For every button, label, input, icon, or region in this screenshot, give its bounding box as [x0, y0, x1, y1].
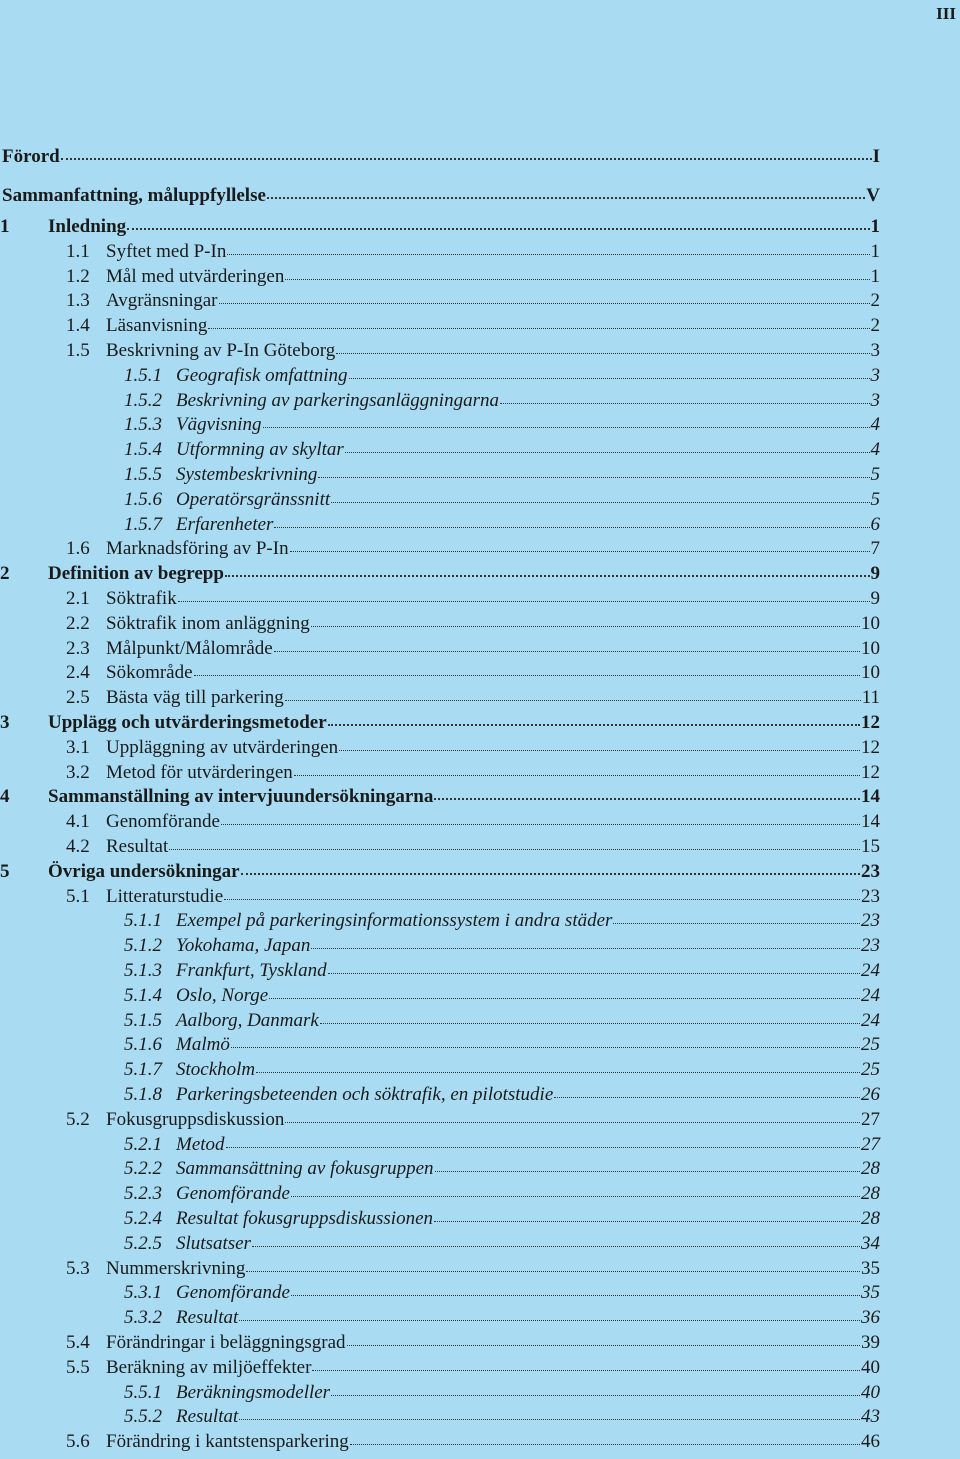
toc-entry-page: 4	[870, 414, 880, 436]
toc-entry-page: 23	[861, 910, 880, 932]
toc-entry-number: 5.1.7	[124, 1059, 162, 1081]
toc-entry[interactable]	[0, 216, 880, 240]
toc-entry[interactable]	[0, 1357, 880, 1381]
toc-entry-page: 1	[870, 240, 880, 262]
toc-entry[interactable]	[0, 836, 880, 860]
toc-dot-leader	[239, 1316, 860, 1321]
toc-entry-page: 1	[870, 216, 880, 237]
toc-entry-number: 5.2.1	[124, 1133, 162, 1155]
toc-entry-title: Operatörsgränssnitt	[176, 488, 331, 510]
toc-entry-number: 1.5.7	[124, 513, 162, 535]
toc-entry-title: Geografisk omfattning	[176, 364, 348, 386]
toc-entry-page: 9	[870, 563, 880, 585]
toc-entry-number: 2.2	[66, 612, 90, 634]
toc-entry-number: 2.3	[66, 637, 90, 659]
toc-entry-number: 5.1.8	[124, 1084, 162, 1105]
toc-dot-leader	[239, 1415, 860, 1420]
toc-entry[interactable]	[0, 1208, 880, 1232]
toc-entry[interactable]	[0, 786, 880, 810]
toc-entry[interactable]	[0, 1382, 880, 1406]
toc-entry[interactable]	[0, 1010, 880, 1034]
toc-dot-leader	[252, 1242, 860, 1247]
toc-entry-page: 23	[861, 860, 880, 882]
toc-entry-number: 5.5.2	[124, 1406, 162, 1428]
toc-entry-title: Parkeringsbeteenden och söktrafik, en pilotstudie	[176, 1084, 554, 1105]
toc-entry-title: Söktrafik inom anläggning	[106, 612, 310, 634]
toc-entry-number: 1.3	[66, 290, 90, 312]
toc-entry[interactable]	[0, 439, 880, 463]
toc-entry-number: 1.2	[66, 265, 90, 287]
toc-entry-title: Avgränsningar	[106, 290, 218, 312]
toc-entry-title: Resultat	[106, 836, 169, 857]
toc-entry-title: Förändring i kantstensparkering	[106, 1431, 349, 1453]
toc-entry[interactable]	[0, 241, 880, 265]
toc-entry-number: 5.2.5	[124, 1232, 162, 1254]
toc-entry-title: Metod för utvärderingen	[106, 761, 293, 783]
toc-entry-page: 6	[870, 513, 880, 535]
toc-entry-page: 23	[861, 885, 880, 907]
toc-entry-title: Inledning	[48, 216, 127, 237]
toc-entry[interactable]	[0, 538, 880, 562]
toc-dot-leader	[613, 919, 860, 924]
toc-dot-leader	[336, 349, 869, 354]
toc-entry-title: Sammansättning av fokusgruppen	[176, 1158, 434, 1180]
toc-entry[interactable]	[0, 613, 880, 637]
toc-entry-number: 5.4	[66, 1332, 90, 1353]
toc-dot-leader	[311, 944, 860, 949]
toc-dot-leader	[256, 1068, 860, 1073]
toc-entry-page: 35	[861, 1257, 880, 1279]
toc-entry[interactable]	[0, 811, 880, 835]
toc-entry[interactable]	[0, 489, 880, 513]
toc-entry[interactable]	[0, 1034, 880, 1058]
toc-entry-number: 5.1.1	[124, 910, 162, 932]
toc-dot-leader	[339, 746, 860, 751]
toc-dot-leader	[291, 1291, 860, 1296]
toc-entry-number: 5.3.1	[124, 1282, 162, 1304]
toc-entry-number: 5.2	[66, 1108, 90, 1130]
toc-dot-leader	[224, 895, 860, 900]
toc-entry[interactable]	[0, 886, 880, 910]
toc-dot-leader	[226, 1143, 860, 1148]
toc-entry[interactable]	[0, 1183, 880, 1207]
toc-dot-leader	[221, 820, 860, 825]
toc-dot-leader	[311, 622, 860, 627]
toc-entry-title: Beskrivning av parkeringsanläggningarna	[176, 389, 499, 411]
toc-entry[interactable]	[0, 1282, 880, 1306]
toc-entry-title: Syftet med P-In	[106, 240, 227, 262]
toc-entry-title: Söktrafik	[106, 588, 177, 609]
toc-entry-title: Sammanställning av intervjuundersökningarna	[48, 786, 434, 808]
toc-dot-leader	[285, 275, 869, 280]
toc-entry-title: Malmö	[176, 1034, 230, 1056]
toc-entry[interactable]	[0, 290, 880, 314]
toc-entry-page: 25	[861, 1059, 880, 1081]
toc-dot-leader	[435, 1167, 860, 1172]
toc-entry-page: 25	[861, 1034, 880, 1056]
toc-entry-page: 5	[870, 464, 880, 485]
toc-entry-number: 3	[0, 712, 10, 733]
toc-dot-leader	[194, 671, 860, 676]
toc-entry-page: 12	[861, 712, 880, 733]
toc-entry-number: 1.4	[66, 315, 90, 337]
toc-entry-page: 46	[861, 1431, 880, 1453]
toc-entry-page: 2	[870, 290, 880, 312]
toc-entry-page: 36	[861, 1307, 880, 1329]
toc-entry-page: 28	[861, 1208, 880, 1229]
toc-entry-title: Resultat fokusgruppsdiskussionen	[176, 1208, 434, 1229]
toc-entry[interactable]	[0, 687, 880, 711]
toc-entry[interactable]	[0, 390, 880, 414]
toc-entry-title: Beskrivning av P-In Göteborg	[106, 340, 336, 361]
toc-entry[interactable]	[0, 985, 880, 1009]
toc-entry[interactable]	[0, 1307, 880, 1331]
toc-entry-title: Resultat	[176, 1406, 239, 1428]
toc-entry[interactable]	[0, 365, 880, 389]
toc-entry-page: 10	[861, 662, 880, 684]
toc-dot-leader	[349, 374, 870, 379]
toc-entry-page: 5	[870, 488, 880, 510]
toc-entry-number: 5.3.2	[124, 1307, 162, 1329]
toc-entry[interactable]	[0, 315, 880, 339]
toc-entry-title: Slutsatser	[176, 1232, 251, 1254]
toc-entry-title: Uppläggning av utvärderingen	[106, 736, 339, 758]
toc-dot-leader	[331, 1391, 860, 1396]
toc-entry-title: Upplägg och utvärderingsmetoder	[48, 712, 327, 733]
toc-entry[interactable]	[0, 146, 880, 170]
toc-entry-page: 7	[870, 538, 880, 560]
toc-dot-leader	[178, 597, 870, 602]
toc-entry-page: 1	[870, 265, 880, 287]
toc-entry-page: 15	[861, 836, 880, 857]
toc-dot-leader	[267, 193, 865, 199]
toc-dot-leader	[318, 473, 869, 478]
toc-entry[interactable]	[0, 662, 880, 686]
toc-entry-page: 12	[861, 736, 880, 758]
toc-entry[interactable]	[0, 910, 880, 934]
toc-entry-title: Övriga undersökningar	[48, 860, 240, 882]
toc-entry-page: V	[866, 185, 880, 206]
toc-entry-number: 5.1	[66, 885, 90, 907]
toc-entry[interactable]	[0, 737, 880, 761]
toc-entry[interactable]	[0, 414, 880, 438]
toc-entry-page: 35	[861, 1282, 880, 1304]
toc-entry-title: Litteraturstudie	[106, 885, 224, 907]
toc-entry-page: 40	[861, 1381, 880, 1403]
toc-entry-title: Mål med utvärderingen	[106, 265, 285, 287]
toc-dot-leader	[225, 571, 870, 577]
toc-entry-title: Fokusgruppsdiskussion	[106, 1108, 285, 1130]
toc-entry[interactable]	[0, 266, 880, 290]
toc-entry-page: 10	[861, 612, 880, 634]
toc-entry-number: 1.5.5	[124, 464, 162, 485]
toc-entry-number: 5.1.5	[124, 1009, 162, 1031]
toc-dot-leader	[169, 845, 860, 850]
toc-entry-title: Beräkning av miljöeffekter	[106, 1356, 312, 1378]
toc-dot-leader	[263, 423, 870, 428]
toc-dot-leader	[285, 1118, 860, 1123]
toc-entry-number: 2.5	[66, 687, 90, 709]
toc-dot-leader	[285, 696, 861, 701]
toc-entry-page: 4	[870, 439, 880, 461]
toc-dot-leader	[274, 647, 860, 652]
toc-entry-title: Läsanvisning	[106, 315, 208, 337]
toc-entry-number: 5.1.6	[124, 1034, 162, 1056]
toc-entry-number: 5.2.2	[124, 1158, 162, 1180]
toc-entry-page: 11	[861, 687, 880, 709]
toc-entry[interactable]	[0, 1084, 880, 1108]
toc-entry-page: 3	[870, 364, 880, 386]
toc-entry[interactable]	[0, 1233, 880, 1257]
toc-dot-leader	[312, 1366, 860, 1371]
toc-dot-leader	[345, 448, 870, 453]
toc-dot-leader	[231, 1043, 860, 1048]
toc-entry-number: 4.2	[66, 836, 90, 857]
toc-entry[interactable]	[0, 1158, 880, 1182]
toc-dot-leader	[246, 1267, 860, 1272]
toc-entry-number: 3.2	[66, 761, 90, 783]
toc-entry-page: 34	[861, 1232, 880, 1254]
toc-entry[interactable]	[0, 861, 880, 885]
toc-entry-title: Stockholm	[176, 1059, 256, 1081]
toc-dot-leader	[241, 869, 860, 875]
toc-entry-title: Exempel på parkeringsinformationssystem i andra städer	[176, 910, 613, 932]
toc-entry-title: Bästa väg till parkering	[106, 687, 284, 709]
toc-dot-leader	[500, 399, 870, 404]
toc-entry-page: 39	[861, 1332, 880, 1353]
toc-entry[interactable]	[0, 1109, 880, 1133]
toc-entry-number: 5.2.3	[124, 1183, 162, 1205]
toc-dot-leader	[434, 1217, 860, 1222]
toc-dot-leader	[291, 1192, 860, 1197]
toc-entry-page: 28	[861, 1158, 880, 1180]
toc-entry-page: 28	[861, 1183, 880, 1205]
toc-entry-title: Förändringar i beläggningsgrad	[106, 1332, 346, 1353]
toc-dot-leader	[127, 224, 869, 230]
toc-entry-number: 1.5.6	[124, 488, 162, 510]
toc-entry-page: 24	[861, 984, 880, 1006]
toc-entry-title: Frankfurt, Tyskland	[176, 960, 327, 981]
toc-entry-page: 26	[861, 1084, 880, 1105]
toc-entry-title: Förord	[2, 146, 60, 167]
toc-entry-number: 5.1.4	[124, 984, 162, 1006]
toc-entry-number: 5.1.3	[124, 960, 162, 981]
toc-entry-page: 24	[861, 1009, 880, 1031]
toc-dot-leader	[208, 324, 869, 329]
toc-entry-number: 1.6	[66, 538, 90, 560]
toc-dot-leader	[61, 154, 872, 160]
toc-entry-title: Beräkningsmodeller	[176, 1381, 331, 1403]
toc-entry-title: Systembeskrivning	[176, 464, 318, 485]
toc-entry-title: Metod	[176, 1133, 225, 1155]
toc-dot-leader	[328, 969, 860, 974]
toc-entry-number: 1	[0, 216, 10, 237]
toc-entry-page: 27	[861, 1133, 880, 1155]
toc-dot-leader	[554, 1093, 860, 1098]
toc-dot-leader	[274, 523, 869, 528]
toc-dot-leader	[294, 771, 860, 776]
toc-entry-number: 2	[0, 563, 10, 585]
toc-entry-page: 10	[861, 637, 880, 659]
toc-entry-title: Definition av begrepp	[48, 563, 224, 585]
toc-entry-page: 14	[861, 786, 880, 808]
toc-entry-page: 27	[861, 1108, 880, 1130]
toc-dot-leader	[350, 1440, 860, 1445]
toc-entry-page: 12	[861, 761, 880, 783]
toc-entry-title: Sammanfattning, måluppfyllelse	[2, 185, 266, 206]
toc-entry-page: 14	[861, 811, 880, 833]
toc-entry[interactable]	[0, 1134, 880, 1158]
toc-entry-number: 1.1	[66, 240, 90, 262]
toc-entry[interactable]	[0, 712, 880, 736]
toc-entry-page: 23	[861, 935, 880, 957]
toc-entry-number: 1.5.4	[124, 439, 162, 461]
page-number: III	[936, 4, 956, 23]
toc-entry-number: 5.3	[66, 1257, 90, 1279]
toc-dot-leader	[290, 547, 870, 552]
toc-entry-title: Marknadsföring av P-In	[106, 538, 289, 560]
toc-entry-title: Nummerskrivning	[106, 1257, 246, 1279]
toc-entry-page: 2	[870, 315, 880, 337]
toc-entry[interactable]	[0, 1258, 880, 1282]
toc-entry-title: Yokohama, Japan	[176, 935, 311, 957]
toc-dot-leader	[320, 1019, 860, 1024]
toc-entry-number: 2.1	[66, 588, 90, 609]
toc-entry-page: 3	[870, 389, 880, 411]
toc-entry-number: 5.1.2	[124, 935, 162, 957]
toc-entry-title: Genomförande	[176, 1183, 290, 1205]
toc-dot-leader	[331, 498, 869, 503]
toc-entry[interactable]	[0, 185, 880, 209]
toc-entry-number: 4.1	[66, 811, 90, 833]
toc-entry-page: 3	[870, 340, 880, 361]
toc-entry-title: Sökområde	[106, 662, 193, 684]
toc-entry-number: 5.2.4	[124, 1208, 162, 1229]
toc-entry-page: I	[872, 146, 880, 167]
toc-entry-title: Utformning av skyltar	[176, 439, 344, 461]
toc-entry-title: Oslo, Norge	[176, 984, 269, 1006]
toc-entry-page: 43	[861, 1406, 880, 1428]
toc-entry-page: 40	[861, 1356, 880, 1378]
toc-entry-number: 1.5	[66, 340, 90, 361]
toc-entry-number: 5.6	[66, 1431, 90, 1453]
toc-entry-number: 3.1	[66, 736, 90, 758]
toc-entry-number: 1.5.2	[124, 389, 162, 411]
toc-dot-leader	[347, 1341, 860, 1346]
toc-entry[interactable]	[0, 1059, 880, 1083]
toc-entry[interactable]	[0, 464, 880, 488]
toc-entry-title: Genomförande	[176, 1282, 290, 1304]
toc-entry-number: 2.4	[66, 662, 90, 684]
toc-entry-title: Aalborg, Danmark	[176, 1009, 319, 1031]
toc-entry[interactable]	[0, 1332, 880, 1356]
toc-dot-leader	[219, 299, 870, 304]
toc-entry[interactable]	[0, 588, 880, 612]
toc-entry-number: 1.5.1	[124, 364, 162, 386]
toc-dot-leader	[269, 994, 860, 999]
toc-entry[interactable]	[0, 340, 880, 364]
toc-entry[interactable]	[0, 1406, 880, 1430]
toc-entry-number: 5.5.1	[124, 1381, 162, 1403]
toc-entry-number: 5.5	[66, 1356, 90, 1378]
toc-entry[interactable]	[0, 960, 880, 984]
toc-entry[interactable]	[0, 514, 880, 538]
toc-dot-leader	[328, 720, 860, 726]
toc-entry-page: 24	[861, 960, 880, 981]
toc-entry-title: Resultat	[176, 1307, 239, 1329]
toc-entry-title: Målpunkt/Målområde	[106, 637, 273, 659]
toc-entry-page: 9	[870, 588, 880, 609]
toc-entry-number: 1.5.3	[124, 414, 162, 436]
toc-entry[interactable]	[0, 1431, 880, 1455]
toc-entry-title: Erfarenheter	[176, 513, 274, 535]
toc-entry[interactable]	[0, 638, 880, 662]
toc-entry[interactable]	[0, 563, 880, 587]
toc-entry-number: 4	[0, 786, 10, 808]
toc-entry-title: Vägvisning	[176, 414, 262, 436]
toc-dot-leader	[434, 794, 860, 800]
toc-dot-leader	[227, 250, 869, 255]
toc-entry-number: 5	[0, 860, 10, 882]
toc-entry[interactable]	[0, 762, 880, 786]
toc-entry-title: Genomförande	[106, 811, 220, 833]
toc-entry[interactable]	[0, 935, 880, 959]
